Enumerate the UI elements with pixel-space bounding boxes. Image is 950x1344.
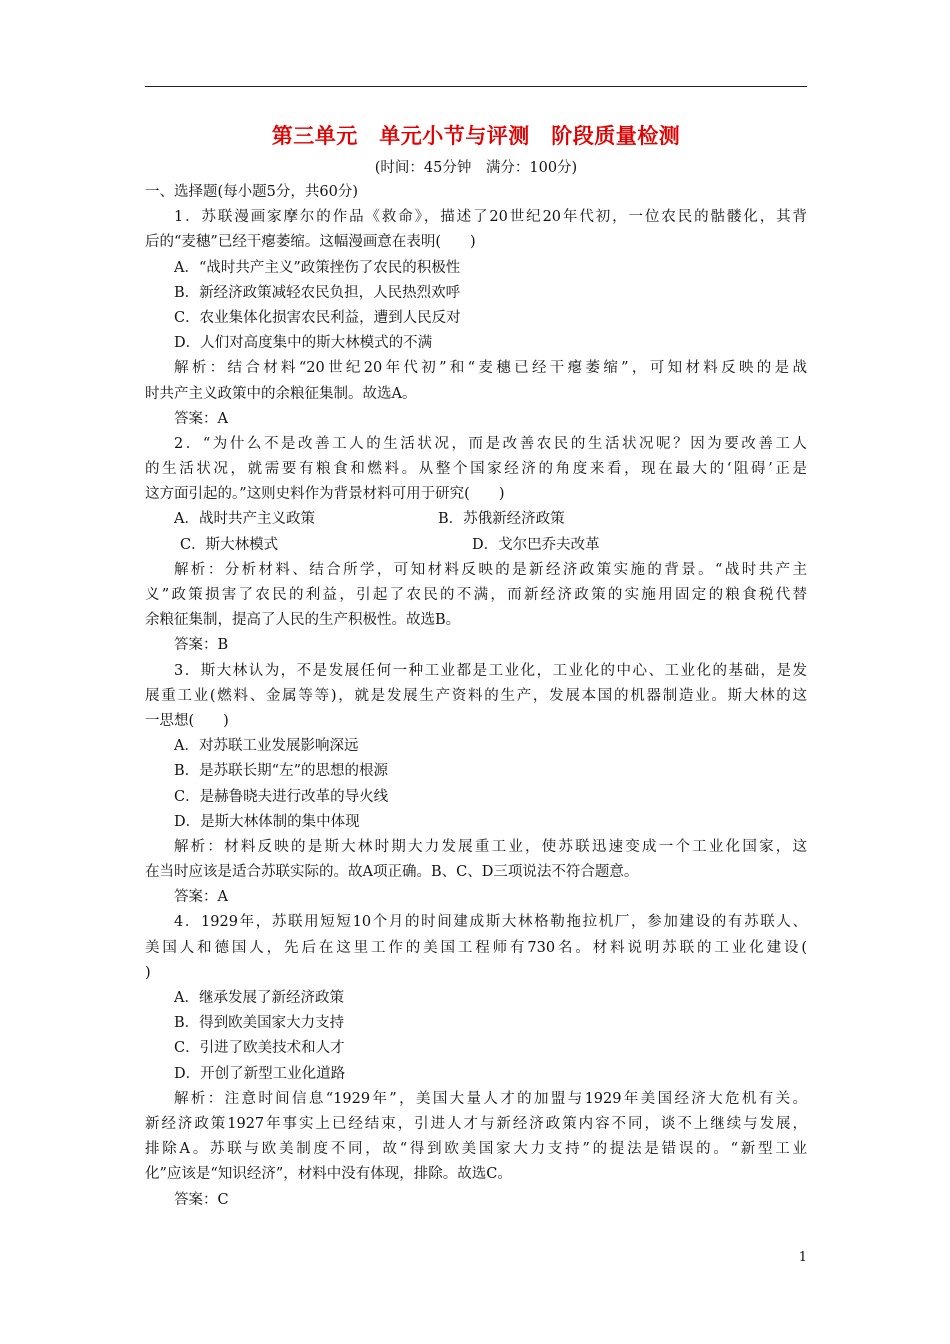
analysis-line: 化”应该是“知识经济”，材料中没有体现，排除。故选C。 [145,1166,512,1183]
analysis-line: 义”政策损害了农民的利益，引起了农民的不满，而新经济政策的实施用固定的粮食税代替 [145,587,807,603]
analysis-line: 新经济政策1927年事实上已经结束，引进人才与新经济政策内容不同，谈不上继续与发展， [145,1115,807,1132]
answer: 答案：B [174,637,229,654]
exam-info: (时间：45分钟 满分：100分) [374,160,578,176]
answer: 答案：A [174,410,228,427]
analysis-line: 排除A。苏联与欧美制度不同，故“得到欧美国家大力支持”的提法是错误的。“新型工业 [145,1141,807,1158]
question-stem-line: 这方面引起的。”这则史料作为背景材料可用于研究( ) [145,486,505,503]
analysis-line: 解析：结合材料“20世纪20年代初”和“麦穗已经干瘪萎缩”，可知材料反映的是战 [174,360,807,377]
question-2 [145,432,807,659]
option-a: A．对苏联工业发展影响深远 [174,738,359,755]
option-d: D．开创了新型工业化道路 [174,1065,346,1082]
analysis-line: 解析：材料反映的是斯大林时期大力发展重工业，使苏联迅速变成一个工业化国家，这 [174,838,807,855]
option-c: C．农业集体化损害农民利益，遭到人民反对 [174,309,461,326]
analysis-line: 余粮征集制，提高了人民的生产积极性。故选B。 [145,612,461,629]
option-c: C．斯大林模式 [180,536,279,553]
option-b: B．苏俄新经济政策 [438,511,565,528]
analysis-line: 解析：分析材料、结合所学，可知材料反映的是新经济政策实施的背景。“战时共产主 [174,561,807,578]
question-stem-line: 4．1929年，苏联用短短10个月的时间建成斯大林格勒拖拉机厂，参加建设的有苏联人、 [174,914,807,931]
question-stem-line: 2．“为什么不是改善工人的生活状况，而是改善农民的生活状况呢？因为要改善工人 [174,435,807,452]
page-number: 1 [798,1250,807,1265]
option-b: B．新经济政策减轻农民负担，人民热烈欢呼 [174,284,461,301]
option-a: A．战时共产主义政策 [174,511,315,528]
question-stem-line: 美国人和德国人，先后在这里工作的美国工程师有730名。材料说明苏联的工业化建设( [145,939,807,956]
answer: 答案：A [174,889,228,906]
page-title: 第三单元 单元小节与评测 阶段质量检测 [271,124,681,148]
option-a: A．继承发展了新经济政策 [174,990,344,1006]
document-body [145,180,807,1213]
analysis-line: 解析：注意时间信息“1929年”，美国大量人才的加盟与1929年美国经济大危机有关。 [174,1090,807,1107]
question-stem-line: 3．斯大林认为，不是发展任何一种工业都是工业化，工业化的中心、工业化的基础，是发 [174,662,807,679]
option-d: D．人们对高度集中的斯大林模式的不满 [174,335,433,352]
option-d: D．戈尔巴乔夫改革 [472,536,600,553]
question-stem-line: 一思想( ) [145,712,229,729]
option-c: C．引进了欧美技术和人才 [174,1040,345,1057]
header-rule [145,86,807,87]
option-row [145,507,807,532]
question-3 [145,659,807,911]
option-row [145,533,807,558]
question-stem-line: 后的“麦穗”已经干瘪萎缩。这幅漫画意在表明( ) [145,234,476,251]
option-a: A．“战时共产主义”政策挫伤了农民的积极性 [174,259,461,276]
question-4 [145,910,807,1212]
option-c: C．是赫鲁晓夫进行改革的导火线 [174,788,389,805]
question-stem-line: 1．苏联漫画家摩尔的作品《救命》，描述了20世纪20年代初，一位农民的骷髅化，其背 [174,209,807,226]
option-b: B．是苏联长期“左”的思想的根源 [174,763,388,780]
question-stem-line: ) [145,964,151,981]
question-stem-line: 展重工业(燃料、金属等等)，就是发展生产资料的生产，发展本国的机器制造业。斯大林的这 [145,687,807,704]
question-stem-line: 的生活状况，就需要有粮食和燃料。从整个国家经济的角度来看，现在最大的‘阻碍’正是 [145,461,807,478]
question-1 [145,205,807,432]
answer: 答案：C [174,1191,229,1208]
analysis-line: 在当时应该是适合苏联实际的。故A项正确。B、C、D三项说法不符合题意。 [145,864,639,881]
option-d: D．是斯大林体制的集中体现 [174,813,360,830]
analysis-line: 时共产主义政策中的余粮征集制。故选A。 [145,385,417,402]
option-b: B．得到欧美国家大力支持 [174,1015,345,1032]
section-heading: 一、选择题(每小题5分，共60分) [145,184,358,200]
